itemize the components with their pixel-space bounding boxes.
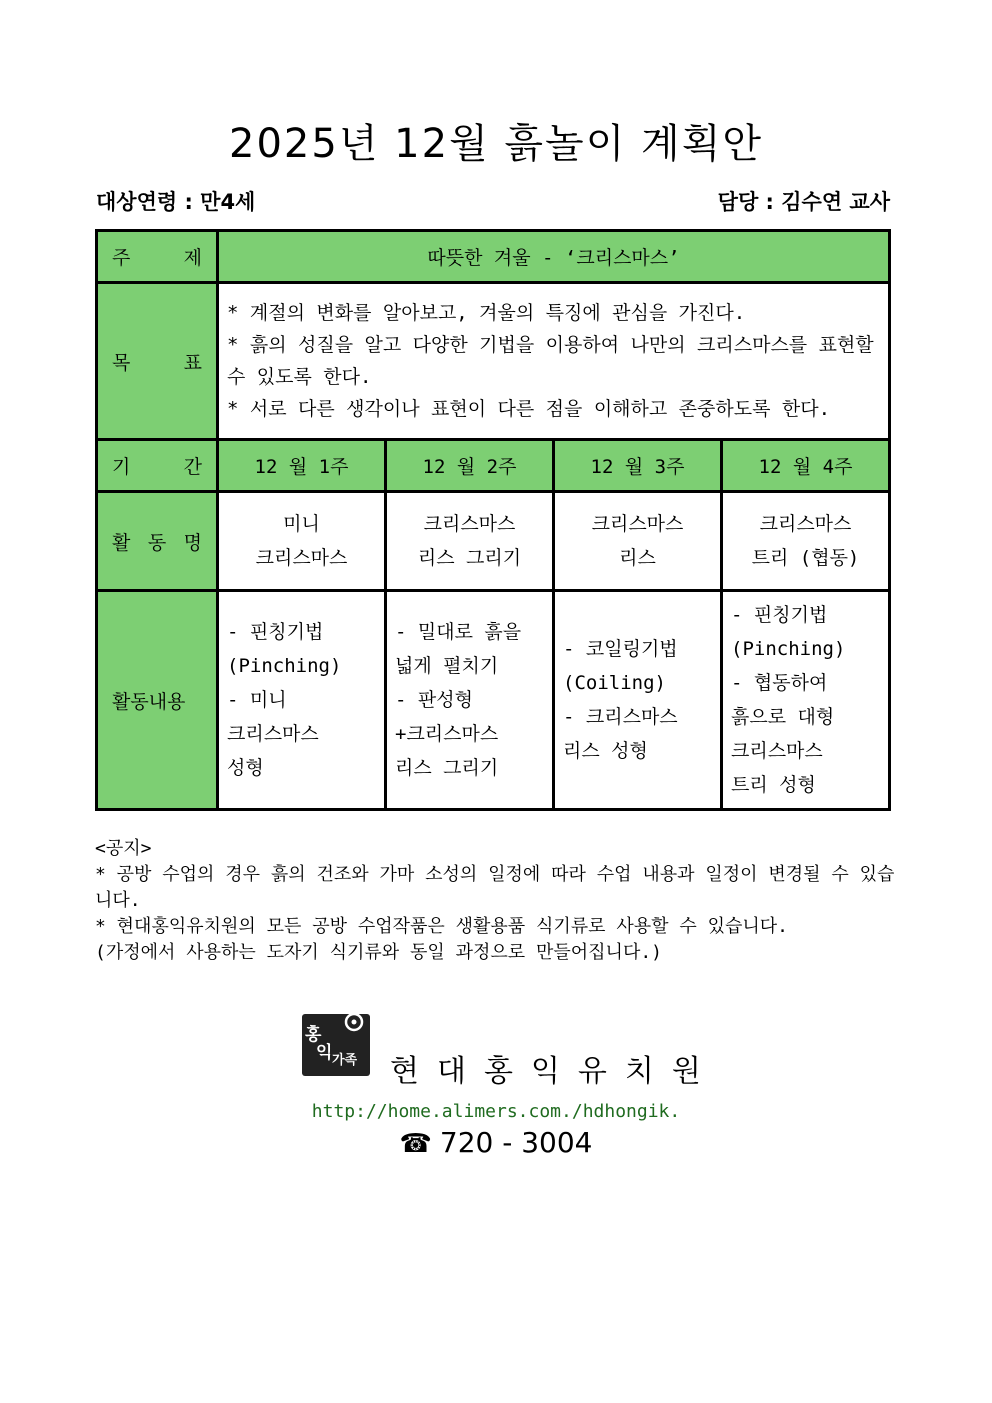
plan-table xyxy=(95,229,891,811)
content-line: - 미니 xyxy=(227,689,287,711)
activity-name-line: 크리스마스 xyxy=(759,513,852,535)
activity-name-line: 트리 (협동) xyxy=(751,547,860,569)
activity-name-line: 리스 xyxy=(619,547,656,569)
goals-row xyxy=(97,283,890,440)
target-age: 대상연령 : 만4세 xyxy=(96,190,256,214)
content-line: 크리스마스 xyxy=(227,723,319,745)
phone-number: 720 - 3004 xyxy=(439,1126,593,1159)
activity-content-week-2 xyxy=(386,591,554,810)
activity-name-line: 크리스마스 xyxy=(255,547,348,569)
activity-content-label: 활동내용 xyxy=(97,591,218,810)
activity-content-row xyxy=(97,591,890,810)
activity-name-line: 크리스마스 xyxy=(591,513,684,535)
content-line: (Pinching) xyxy=(227,655,342,677)
activity-name-week-4 xyxy=(722,492,890,591)
activity-content-week-4 xyxy=(722,591,890,810)
goals-label: 목 표 xyxy=(97,283,218,440)
activity-name-week-1 xyxy=(218,492,386,591)
content-line: +크리스마스 xyxy=(395,723,499,745)
activity-name-week-3 xyxy=(554,492,722,591)
activity-name-line: 미니 xyxy=(283,513,320,535)
content-line: 성형 xyxy=(227,757,264,779)
notice-section xyxy=(95,836,900,966)
content-line: - 핀칭기법 xyxy=(227,621,324,643)
content-line: - 핀칭기법 xyxy=(731,604,828,626)
notice-line: * 현대홍익유치원의 모든 공방 수업작품은 생활용품 식기류로 사용할 수 있습니다. xyxy=(95,916,789,937)
period-week-4: 12 월 4주 xyxy=(722,440,890,492)
period-row xyxy=(97,440,890,492)
svg-text:가족: 가족 xyxy=(332,1053,358,1068)
telephone-icon: ☎ xyxy=(399,1129,432,1159)
content-line: - 판성형 xyxy=(395,689,473,711)
notice-line: * 공방 수업의 경우 흙의 건조와 가마 소성의 일정에 따라 수업 내용과 일정이 변경될 수 있습니다. xyxy=(95,864,895,911)
page-title: 2025년 12월 흙놀이 계획안 xyxy=(229,121,763,167)
kindergarten-logo xyxy=(302,1012,372,1078)
content-line: 리스 그리기 xyxy=(395,757,499,779)
website-url[interactable]: http://home.alimers.com./hdhongik. xyxy=(311,1101,681,1122)
content-line: 넓게 펼치기 xyxy=(395,655,499,677)
activity-name-week-2 xyxy=(386,492,554,591)
svg-text:익: 익 xyxy=(316,1043,333,1063)
notice-line: (가정에서 사용하는 도자기 식기류와 동일 과정으로 만들어집니다.) xyxy=(95,942,663,963)
content-line: - 협동하여 xyxy=(731,672,828,694)
content-line: - 크리스마스 xyxy=(563,706,678,728)
phone-number-block xyxy=(0,1126,992,1159)
period-week-3: 12 월 3주 xyxy=(554,440,722,492)
content-line: 리스 성형 xyxy=(563,740,648,762)
kindergarten-name: 현대홍익유치원 xyxy=(390,1054,719,1089)
activity-content-week-3 xyxy=(554,591,722,810)
content-line: 흙으로 대형 xyxy=(731,706,835,728)
activity-name-line: 리스 그리기 xyxy=(417,547,522,569)
content-line: - 코일링기법 xyxy=(563,638,678,660)
goal-item: * 흙의 성질을 알고 다양한 기법을 이용하여 나만의 크리스마스를 표현할 수 있도록 한다. xyxy=(227,334,874,388)
activity-name-row xyxy=(97,492,890,591)
topic-label: 주 제 xyxy=(97,231,218,283)
teacher-name: 담당 : 김수연 교사 xyxy=(717,190,890,214)
activity-content-week-1 xyxy=(218,591,386,810)
content-line: (Coiling) xyxy=(563,672,666,694)
content-line: 크리스마스 xyxy=(731,740,823,762)
content-line: (Pinching) xyxy=(731,638,846,660)
period-week-2: 12 월 2주 xyxy=(386,440,554,492)
period-label: 기 간 xyxy=(97,440,218,492)
goal-item: * 서로 다른 생각이나 표현이 다른 점을 이해하고 존중하도록 한다. xyxy=(227,398,831,420)
period-week-1: 12 월 1주 xyxy=(218,440,386,492)
goals-cell xyxy=(218,283,890,440)
activity-name-line: 크리스마스 xyxy=(423,513,516,535)
topic-value: 따뜻한 겨울 - ‘크리스마스’ xyxy=(218,231,890,283)
content-line: 트리 성형 xyxy=(731,774,816,796)
svg-text:홍: 홍 xyxy=(305,1025,322,1045)
activity-name-label: 활 동 명 xyxy=(97,492,218,591)
topic-row xyxy=(97,231,890,283)
goal-item: * 계절의 변화를 알아보고, 겨울의 특징에 관심을 가진다. xyxy=(227,302,746,324)
notice-heading: <공지> xyxy=(95,838,152,859)
content-line: - 밀대로 흙을 xyxy=(395,621,522,643)
